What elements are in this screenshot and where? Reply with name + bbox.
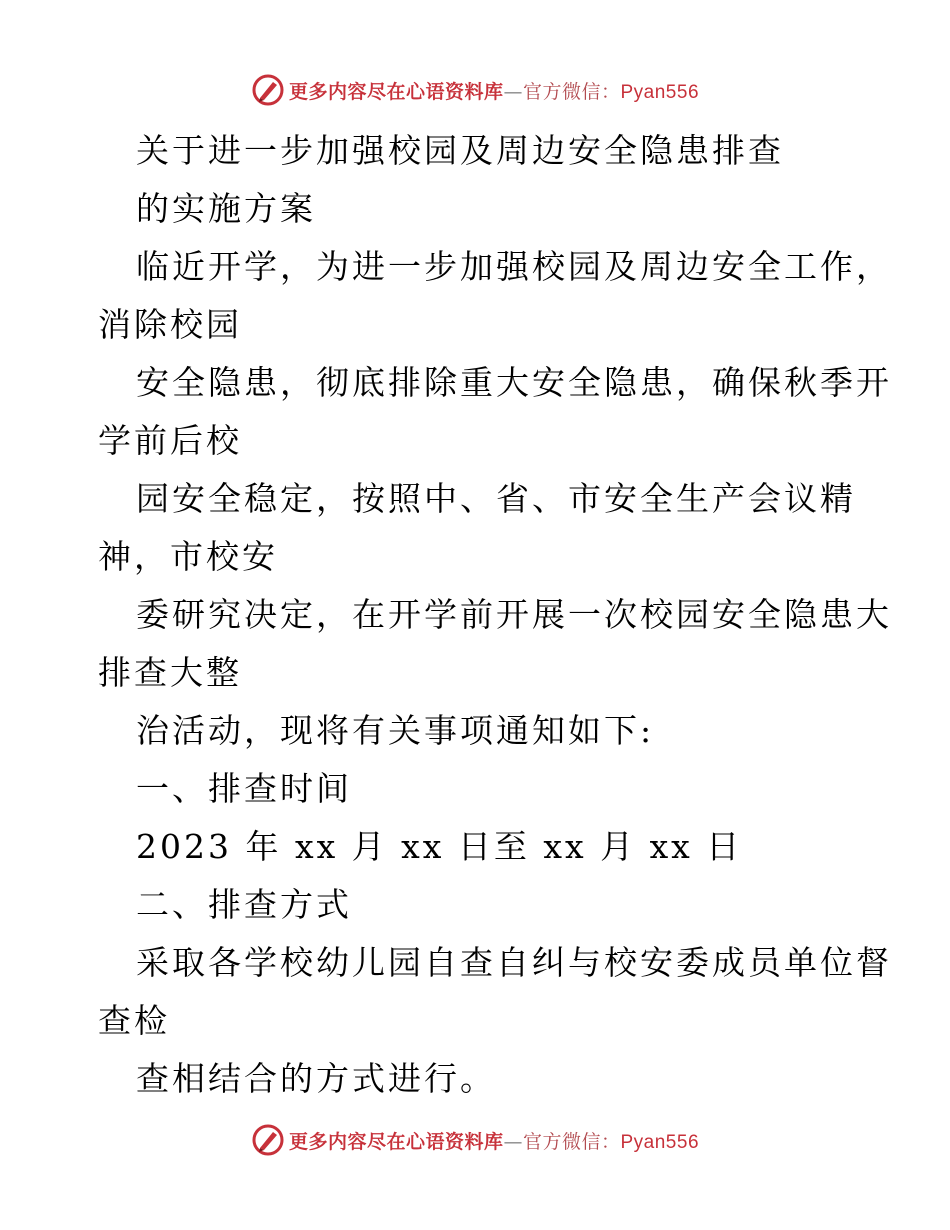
document-line: 的实施方案 — [136, 189, 316, 228]
document-line: 排查大整 — [98, 653, 242, 692]
pen-logo-icon — [251, 73, 285, 107]
header-banner-inner — [251, 73, 699, 107]
document-line: 治活动，现将有关事项通知如下: — [136, 711, 655, 750]
footer-banner — [0, 1120, 950, 1160]
document-line: 临近开学，为进一步加强校园及周边安全工作， — [136, 247, 892, 286]
banner-dash: — — [503, 1130, 523, 1153]
banner-main-text: 更多内容尽在心语资料库 — [288, 80, 504, 103]
banner-wechat-label: 官方微信： — [522, 80, 621, 103]
banner-dash: — — [503, 80, 523, 103]
document-line: 委研究决定，在开学前开展一次校园安全隐患大 — [136, 595, 892, 634]
footer-banner-inner — [251, 1123, 699, 1157]
banner-main-text: 更多内容尽在心语资料库 — [288, 1130, 504, 1153]
header-banner — [0, 70, 950, 110]
document-line: 学前后校 — [98, 421, 242, 460]
document-line: 神，市校安 — [98, 537, 278, 576]
document-line: 二、排查方式 — [136, 885, 352, 924]
document-line: 消除校园 — [98, 305, 242, 344]
document-line: 查检 — [98, 1001, 170, 1040]
banner-wechat-label: 官方微信： — [522, 1130, 621, 1153]
header-banner-text — [289, 77, 699, 104]
document-line: 一、排查时间 — [136, 769, 352, 808]
document-line: 采取各学校幼儿园自查自纠与校安委成员单位督 — [136, 943, 892, 982]
footer-banner-text — [289, 1127, 699, 1154]
document-line: 园安全稳定，按照中、省、市安全生产会议精 — [136, 479, 856, 518]
document-line: 关于进一步加强校园及周边安全隐患排查 — [136, 131, 784, 170]
banner-wechat-id: Pyan556 — [620, 81, 700, 103]
document-line: 安全隐患，彻底排除重大安全隐患，确保秋季开 — [136, 363, 892, 402]
banner-wechat-id: Pyan556 — [620, 1131, 700, 1153]
document-line: 查相结合的方式进行。 — [136, 1059, 496, 1098]
document-body — [98, 122, 892, 1108]
pen-logo-icon — [251, 1123, 285, 1157]
document-line: 2023 年 xx 月 xx 日至 xx 月 xx 日 — [136, 827, 743, 866]
